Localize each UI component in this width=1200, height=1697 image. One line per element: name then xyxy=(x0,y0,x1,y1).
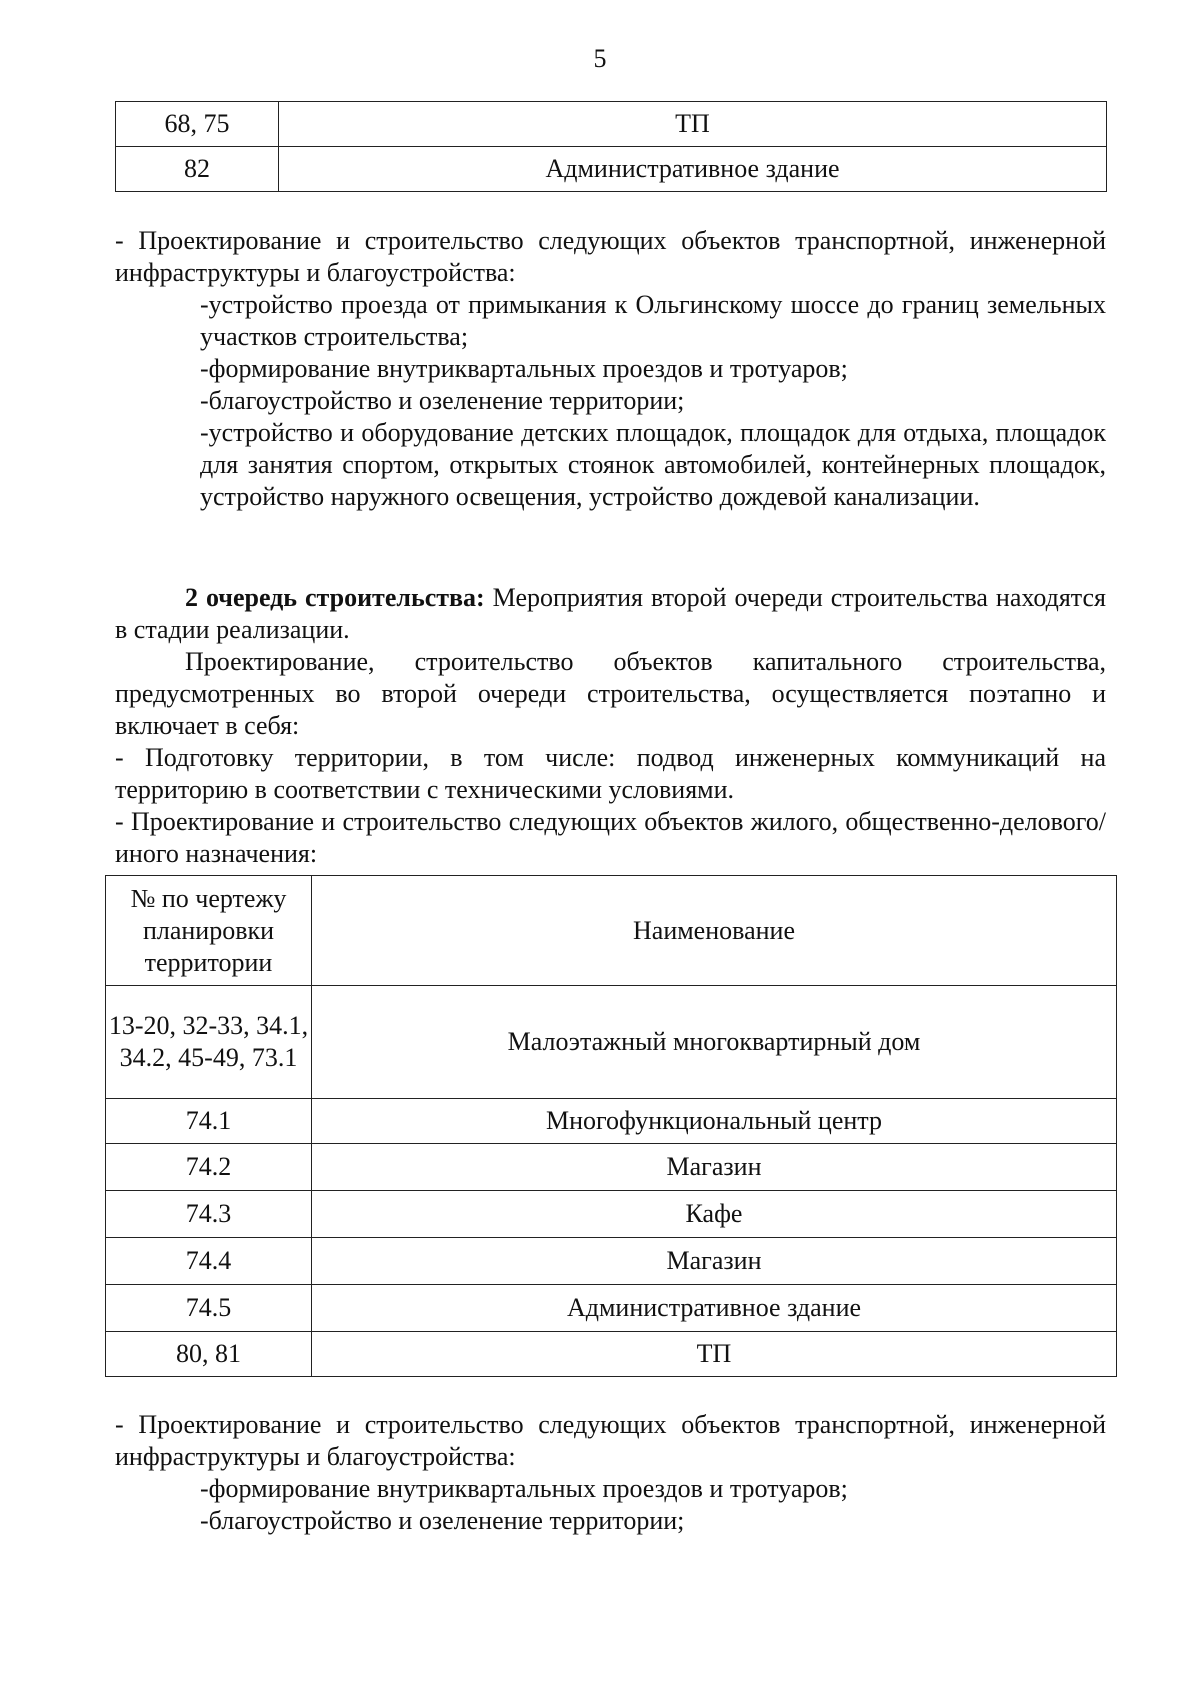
page-number: 5 xyxy=(593,44,607,73)
table-header-number: № по чертежу планировки территории xyxy=(106,876,312,986)
table-cell-number: 80, 81 xyxy=(106,1332,312,1377)
table-cell-number: 74.3 xyxy=(106,1191,312,1238)
table-row xyxy=(106,1144,1117,1191)
table-header-name: Наименование xyxy=(312,876,1117,986)
section-stage2 xyxy=(115,582,1106,870)
paragraph: Проектирование, строительство объектов капитального строительства, предусмотренных во второй очереди строительства, осуществляется поэтапно и включает в себя: xyxy=(115,647,1106,740)
table-cell-number: 82 xyxy=(116,147,279,192)
table-cell-number: 74.2 xyxy=(106,1144,312,1191)
table-cell-name: ТП xyxy=(312,1332,1117,1377)
paragraph: - Проектирование и строительство следующих объектов транспортной, инженерной инфраструктуры и благоустройства: xyxy=(115,226,1106,287)
table-cell-number: 68, 75 xyxy=(116,102,279,147)
table-row xyxy=(106,1238,1117,1285)
table-row xyxy=(116,147,1107,192)
list-item: -устройство и оборудование детских площадок, площадок для отдыха, площадок для занятия спортом, открытых стоянок автомобилей, контейнерных площадок, устройство наружного освещения, устройство дождевой канализации. xyxy=(200,418,1106,511)
table-cell-name: Кафе xyxy=(312,1191,1117,1238)
section-infrastructure-stage1 xyxy=(115,225,1106,513)
table-row xyxy=(106,1191,1117,1238)
table-cell-number: 13-20, 32-33, 34.1, 34.2, 45-49, 73.1 xyxy=(106,986,312,1099)
list-item: -благоустройство и озеленение территории; xyxy=(200,386,685,415)
paragraph xyxy=(115,582,1106,646)
table-cell-number: 74.4 xyxy=(106,1238,312,1285)
table-row xyxy=(106,1332,1117,1377)
table-cell-name: Магазин xyxy=(312,1144,1117,1191)
table-cell-number: 74.1 xyxy=(106,1099,312,1144)
list-item: -формирование внутриквартальных проездов и тротуаров; xyxy=(200,354,848,383)
table-cell-name: Административное здание xyxy=(279,147,1107,192)
table-cell-number: 74.5 xyxy=(106,1285,312,1332)
table-cell-name: Малоэтажный многоквартирный дом xyxy=(312,986,1117,1099)
paragraph: - Проектирование и строительство следующих объектов жилого, общественно-делового/иного назначения: xyxy=(115,807,1106,868)
table-row xyxy=(106,1099,1117,1144)
stage-heading: 2 очередь строительства: xyxy=(185,583,485,612)
list-item: -благоустройство и озеленение территории; xyxy=(200,1506,685,1535)
list-item: -устройство проезда от примыкания к Ольгинскому шоссе до границ земельных участков строительства; xyxy=(200,290,1106,351)
table-cell-name: Административное здание xyxy=(312,1285,1117,1332)
table-cell-name: Многофункциональный центр xyxy=(312,1099,1117,1144)
objects-table-continued xyxy=(115,101,1107,192)
table-header-row xyxy=(106,876,1117,986)
paragraph: - Проектирование и строительство следующих объектов транспортной, инженерной инфраструктуры и благоустройства: xyxy=(115,1410,1106,1471)
table-cell-name: ТП xyxy=(279,102,1107,147)
section-infrastructure-stage2 xyxy=(115,1409,1106,1537)
table-cell-name: Магазин xyxy=(312,1238,1117,1285)
list-item: -формирование внутриквартальных проездов и тротуаров; xyxy=(200,1474,848,1503)
table-row xyxy=(116,102,1107,147)
table-row xyxy=(106,986,1117,1099)
table-row xyxy=(106,1285,1117,1332)
objects-table-stage2 xyxy=(105,875,1117,1377)
stage-heading-text: Мероприятия второй очереди строительства находятся в стадии реализации. xyxy=(115,583,1106,644)
paragraph: - Подготовку территории, в том числе: подвод инженерных коммуникаций на территорию в соответствии с техническими условиями. xyxy=(115,743,1106,804)
